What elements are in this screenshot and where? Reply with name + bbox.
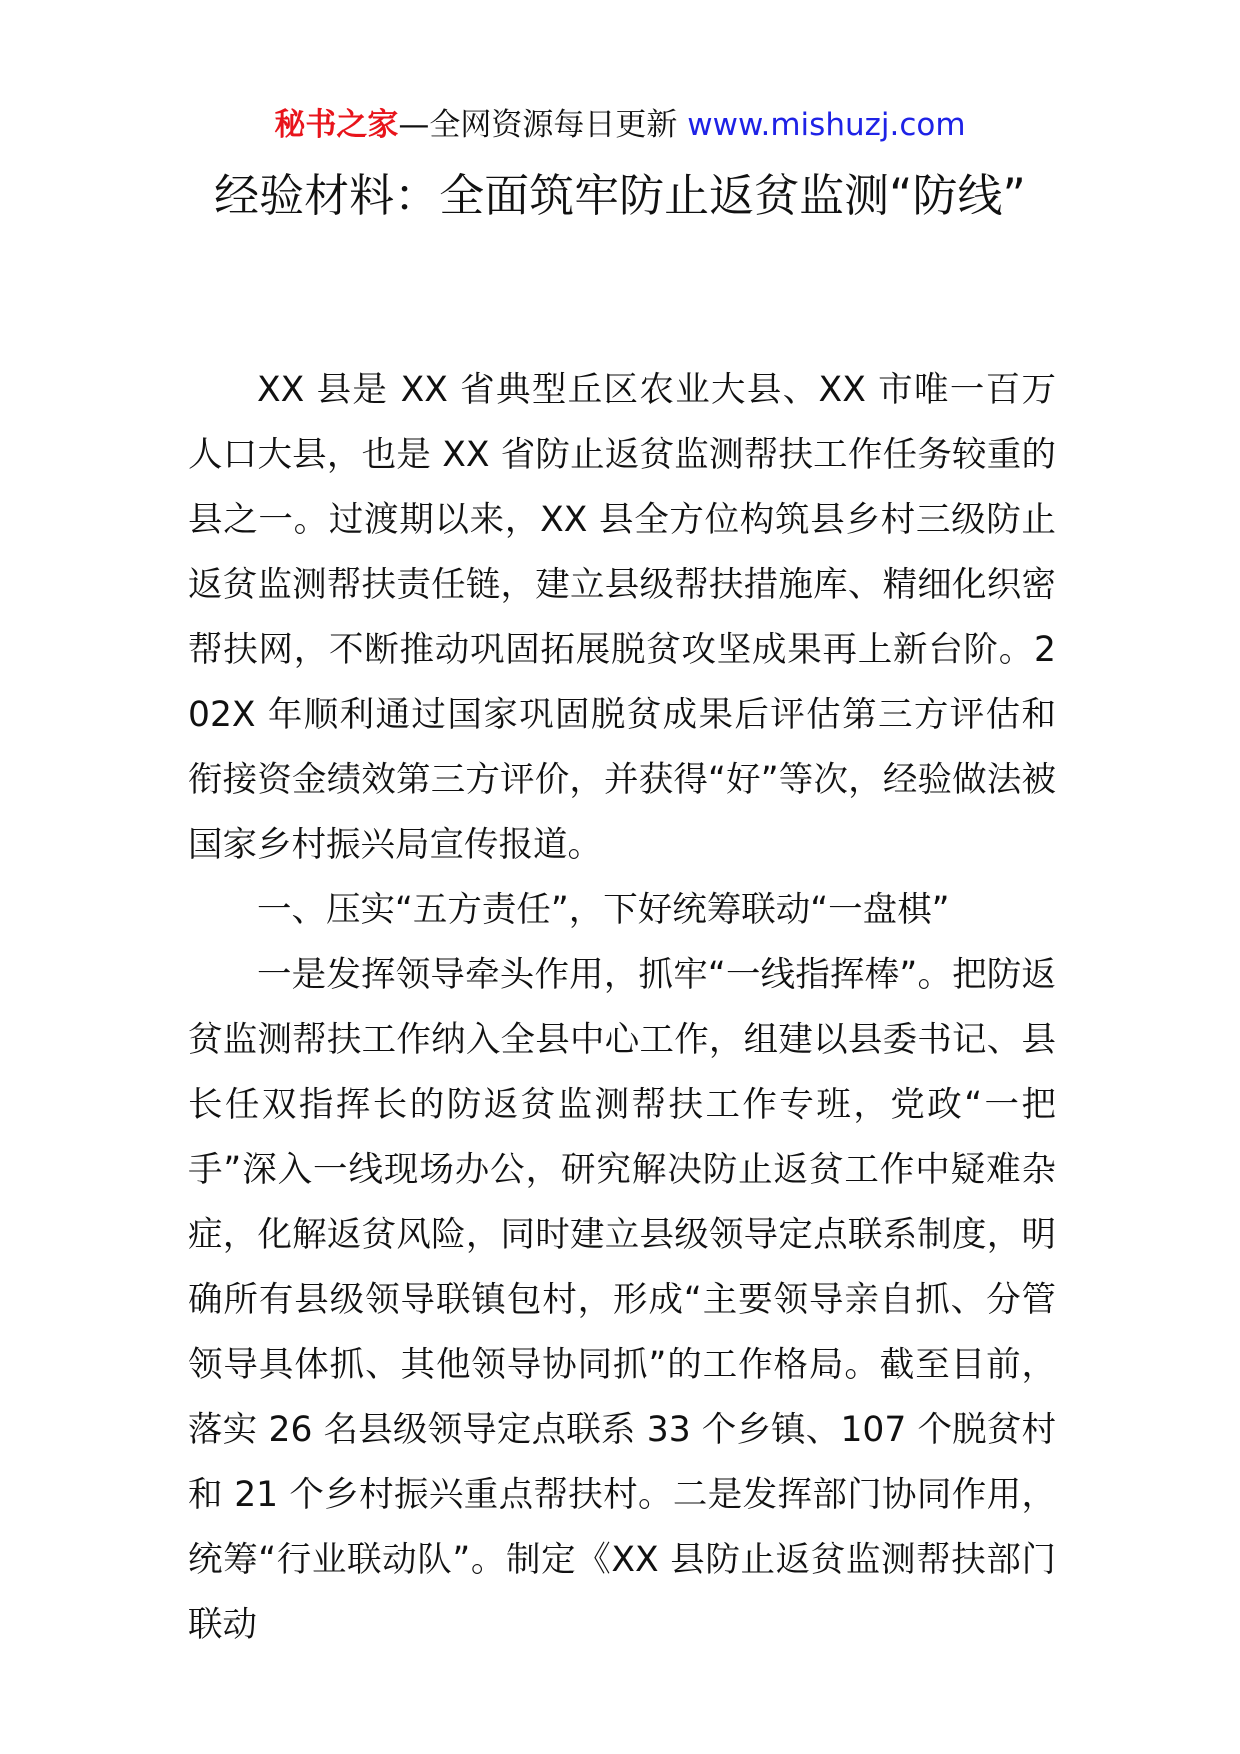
section-heading: 一、压实“五方责任”，下好统筹联动“一盘棋” (257, 890, 950, 930)
body-paragraph: 一是发挥领导牵头作用，抓牢“一线指挥棒”。把防返贫监测帮扶工作纳入全县中心工作，组建以县委书记、县长任双指挥长的防返贫监测帮扶工作专班，党政“一把手”深入一线现场办公，研究解决防止返贫工作中疑难杂症，化解返贫风险，同时建立县级领导定点联系制度，明确所有县级领导联镇包村，形成“主要领导亲自抓、分管领导具体抓、其他领导协同抓”的工作格局。截至目前，落实 26 名县级领导定点联系 33 个乡镇、107 个脱贫村和 21 个乡村振兴重点帮扶村。二是发挥部门协同作用，统筹“行业联动队”。制定《XX 县防止返贫监测帮扶部门联动 (188, 955, 1056, 1645)
brand-name: 秘书之家 (274, 107, 399, 143)
header-tagline: —全网资源每日更新 (398, 107, 678, 143)
intro-paragraph: XX 县是 XX 省典型丘区农业大县、XX 市唯一百万人口大县，也是 XX 省防止返贫监测帮扶工作任务较重的县之一。过渡期以来，XX 县全方位构筑县乡村三级防止返贫监测帮扶责任链，建立县级帮扶措施库、精细化织密帮扶网，不断推动巩固拓展脱贫攻坚成果再上新台阶。202X 年顺利通过国家巩固脱贫成果后评估第三方评估和衔接资金绩效第三方评价，并获得“好”等次，经验做法被国家乡村振兴局宣传报道。 (188, 370, 1056, 865)
site-header (0, 103, 1240, 147)
site-url-link[interactable]: www.mishuzj.com (687, 107, 966, 143)
document-body (188, 358, 1056, 1658)
document-title: 经验材料：全面筑牢防止返贫监测“防线” (214, 169, 1026, 222)
